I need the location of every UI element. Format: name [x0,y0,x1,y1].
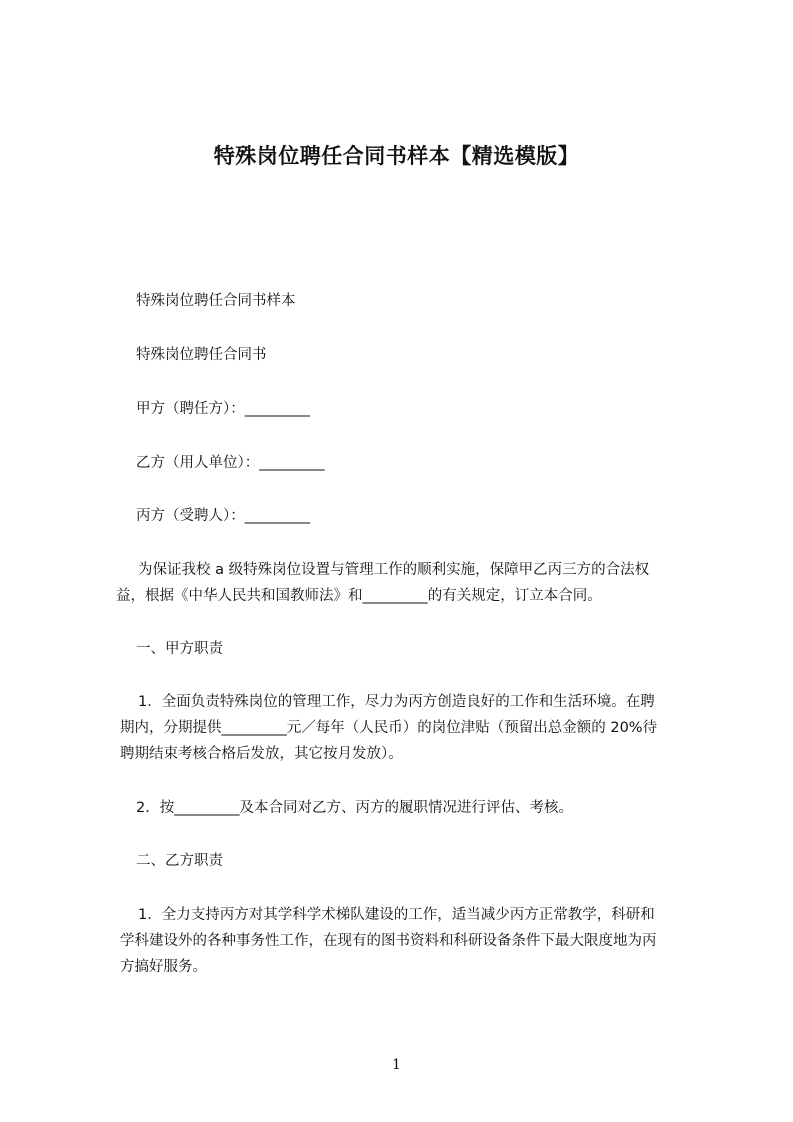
intro-paragraph-line: 益，根据《中华人民共和国教师法》和_________的有关规定，订立本合同。 [116,588,602,604]
clause-a2-line: 2．按_________及本合同对乙方、丙方的履职情况进行评估、考核。 [136,800,573,816]
clause-a1-line: 聘期结束考核合格后发放，其它按月发放）。 [120,746,403,762]
section-heading-party-b: 二、乙方职责 [136,853,223,869]
clause-b1-line: 学科建设外的各种事务性工作，在现有的图书资料和科研设备条件下最大限度地为丙 [120,933,657,949]
subtitle-line: 特殊岗位聘任合同书样本 [136,293,296,309]
document-title: 特殊岗位聘任合同书样本【精选模版】 [213,144,580,168]
page-number: 1 [392,1057,401,1073]
section-heading-party-a: 一、甲方职责 [136,641,223,657]
clause-a1-line: 期内，分期提供_________元／每年（人民币）的岗位津贴（预留出总金额的 20%待 [120,720,658,736]
clause-b1-line: 方搞好服务。 [120,959,207,975]
party-a-line: 甲方（聘任方）：_________ [136,401,310,417]
clause-a1-line: 1．全面负责特殊岗位的管理工作，尽力为丙方创造良好的工作和生活环境。在聘 [138,694,655,710]
party-b-line: 乙方（用人单位）：_________ [136,455,325,471]
clause-b1-line: 1．全力支持丙方对其学科学术梯队建设的工作，适当减少丙方正常教学，科研和 [138,907,655,923]
intro-paragraph-line: 为保证我校 a 级特殊岗位设置与管理工作的顺利实施，保障甲乙丙三方的合法权 [138,562,650,578]
contract-name-line: 特殊岗位聘任合同书 [136,347,267,363]
party-c-line: 丙方（受聘人）：_________ [136,508,310,524]
